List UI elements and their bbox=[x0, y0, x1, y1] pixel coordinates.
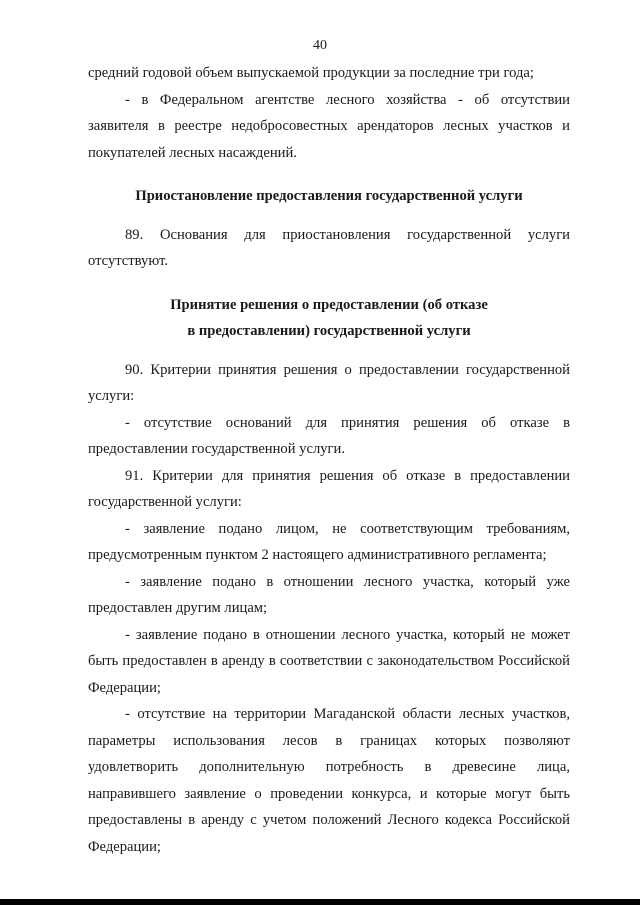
bottom-scan-edge bbox=[0, 899, 640, 905]
spacer bbox=[88, 210, 570, 222]
paragraph-89: 89. Основания для приостановления государственной услуги отсутствуют. bbox=[88, 226, 570, 269]
section-heading-decision-line-2: в предоставлении) государственной услуги bbox=[187, 323, 471, 339]
spacer bbox=[88, 166, 570, 183]
page-number: 40 bbox=[313, 38, 327, 53]
paragraph-cannot-lease: - заявление подано в отношении лесного участка, который не может быть предоставлен в аренду в соответствии с законодательством Российской Федерации; bbox=[88, 626, 570, 696]
section-heading-decision bbox=[88, 292, 570, 345]
paragraph-90: 90. Критерии принятия решения о предоставлении государственной услуги: bbox=[88, 361, 570, 404]
paragraph-already-granted: - заявление подано в отношении лесного участка, который уже предоставлен другим лицам; bbox=[88, 573, 570, 616]
paragraph-no-forest-plots: - отсутствие на территории Магаданской области лесных участков, параметры использования лесов в границах которых позволяют удовлетворить дополнительную потребность в древесине лица, направившего заявление о проведении конкурса, и которые могут быть предоставлены в аренду с учетом положений Лесного кодекса Российской Федерации; bbox=[88, 706, 570, 855]
paragraph-requirements: - заявление подано лицом, не соответствующим требованиям, предусмотренным пунктом 2 настоящего административного регламента; bbox=[88, 520, 570, 563]
paragraph-unscrupulous-registry: - в Федеральном агентстве лесного хозяйства - об отсутствии заявителя в реестре недобросовестных арендаторов лесных участков и покупателей лесных насаждений. bbox=[88, 91, 570, 161]
paragraph-no-grounds: - отсутствие оснований для принятия решения об отказе в предоставлении государственной услуги. bbox=[88, 414, 570, 457]
paragraph-production-volume: средний годовой объем выпускаемой продукции за последние три года; bbox=[88, 65, 534, 81]
spacer bbox=[88, 275, 570, 292]
document-body bbox=[88, 60, 570, 860]
spacer bbox=[88, 345, 570, 357]
section-heading-decision-line-1: Принятие решения о предоставлении (об отказе bbox=[170, 296, 488, 313]
paragraph-91: 91. Критерии для принятия решения об отказе в предоставлении государственной услуги: bbox=[88, 467, 570, 510]
section-heading-suspension: Приостановление предоставления государственной услуги bbox=[135, 188, 523, 204]
